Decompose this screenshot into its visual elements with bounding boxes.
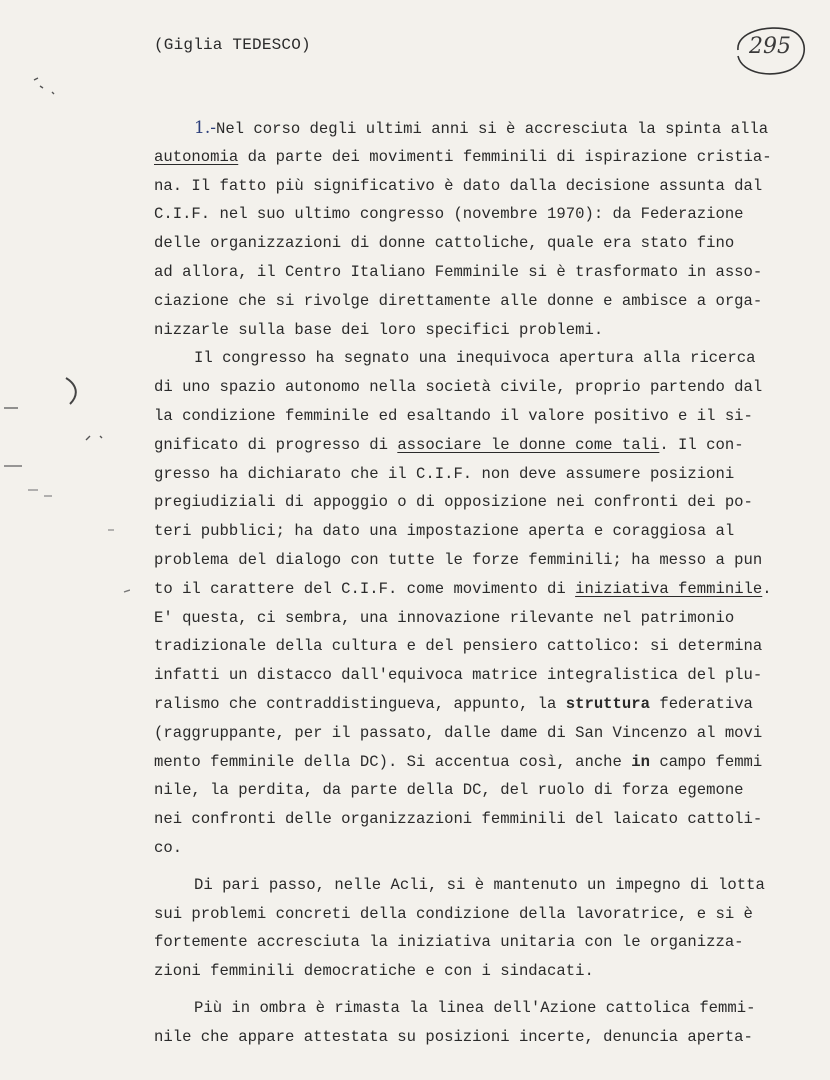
text-line: Di pari passo, nelle Acli, si è mantenuto un impegno di lotta [194, 875, 765, 894]
text-line: infatti un distacco dall'equivoca matrice integralistica del plu- [154, 666, 763, 685]
text-line: tradizionale della cultura e del pensiero cattolico: si determina [154, 637, 763, 656]
page-number-stamp [728, 20, 812, 78]
text-line: nei confronti delle organizzazioni femminili del laicato cattoli- [154, 810, 763, 829]
text-line: E' questa, ci sembra, una innovazione rilevante nel patrimonio [154, 608, 735, 627]
handwritten-correction: in [631, 752, 650, 771]
author-header: (Giglia TEDESCO) [154, 36, 311, 54]
text-line: zioni femminili democratiche e con i sindacati. [154, 962, 594, 981]
body-text [154, 114, 826, 1052]
text-line: mento femminile della DC). Si accentua così, anche in campo femmi [154, 752, 763, 771]
text-line: problema del dialogo con tutte le forze femminili; ha messo a pun [154, 550, 763, 569]
text-line: (raggruppante, per il passato, dalle dame di San Vincenzo al movi [154, 723, 763, 742]
margin-marks [0, 0, 130, 1080]
text-line: delle organizzazioni di donne cattoliche, quale era stato fino [154, 234, 735, 253]
text-line: gnificato di progresso di associare le donne come tali. Il con- [154, 435, 744, 454]
text-line: nile, la perdita, da parte della DC, del ruolo di forza egemone [154, 781, 744, 800]
page-number: 295 [749, 34, 791, 59]
text-line: na. Il fatto più significativo è dato dalla decisione assunta dal [154, 176, 763, 195]
text-line: pregiudiziali di appoggio o di opposizione nei confronti dei po- [154, 493, 753, 512]
text-line: Il congresso ha segnato una inequivoca apertura alla ricerca [194, 349, 756, 368]
text-line: C.I.F. nel suo ultimo congresso (novembre 1970): da Federazione [154, 205, 744, 224]
text-line: 1.-Nel corso degli ultimi anni si è accresciuta la spinta alla [194, 118, 769, 138]
text-line: di uno spazio autonomo nella società civile, proprio partendo dal [154, 378, 763, 397]
text-line: Più in ombra è rimasta la linea dell'Azione cattolica femmi- [194, 998, 756, 1017]
handwritten-number: 1.- [194, 118, 216, 138]
text-line: ciazione che si rivolge direttamente alle donne e ambisce a orga- [154, 291, 763, 310]
text-line: sui problemi concreti della condizione della lavoratrice, e si è [154, 904, 753, 923]
text-line: autonomia da parte dei movimenti femminili di ispirazione cristia- [154, 147, 772, 166]
text-line: teri pubblici; ha dato una impostazione aperta e coraggiosa al [154, 522, 735, 541]
text-line: co. [154, 838, 183, 857]
text-line: gresso ha dichiarato che il C.I.F. non deve assumere posizioni [154, 464, 735, 483]
text-line: to il carattere del C.I.F. come movimento di iniziativa femminile. [154, 579, 772, 598]
text-line: ralismo che contraddistingueva, appunto, la struttura federativa [154, 694, 753, 713]
text-line: la condizione femminile ed esaltando il valore positivo e il si- [154, 406, 753, 425]
text-line: nile che appare attestata su posizioni incerte, denuncia aperta- [154, 1027, 753, 1046]
text-line: nizzarle sulla base dei loro specifici problemi. [154, 320, 604, 339]
text-line: fortemente accresciuta la iniziativa unitaria con le organizza- [154, 933, 744, 952]
text-line: ad allora, il Centro Italiano Femminile si è trasformato in asso- [154, 262, 763, 281]
